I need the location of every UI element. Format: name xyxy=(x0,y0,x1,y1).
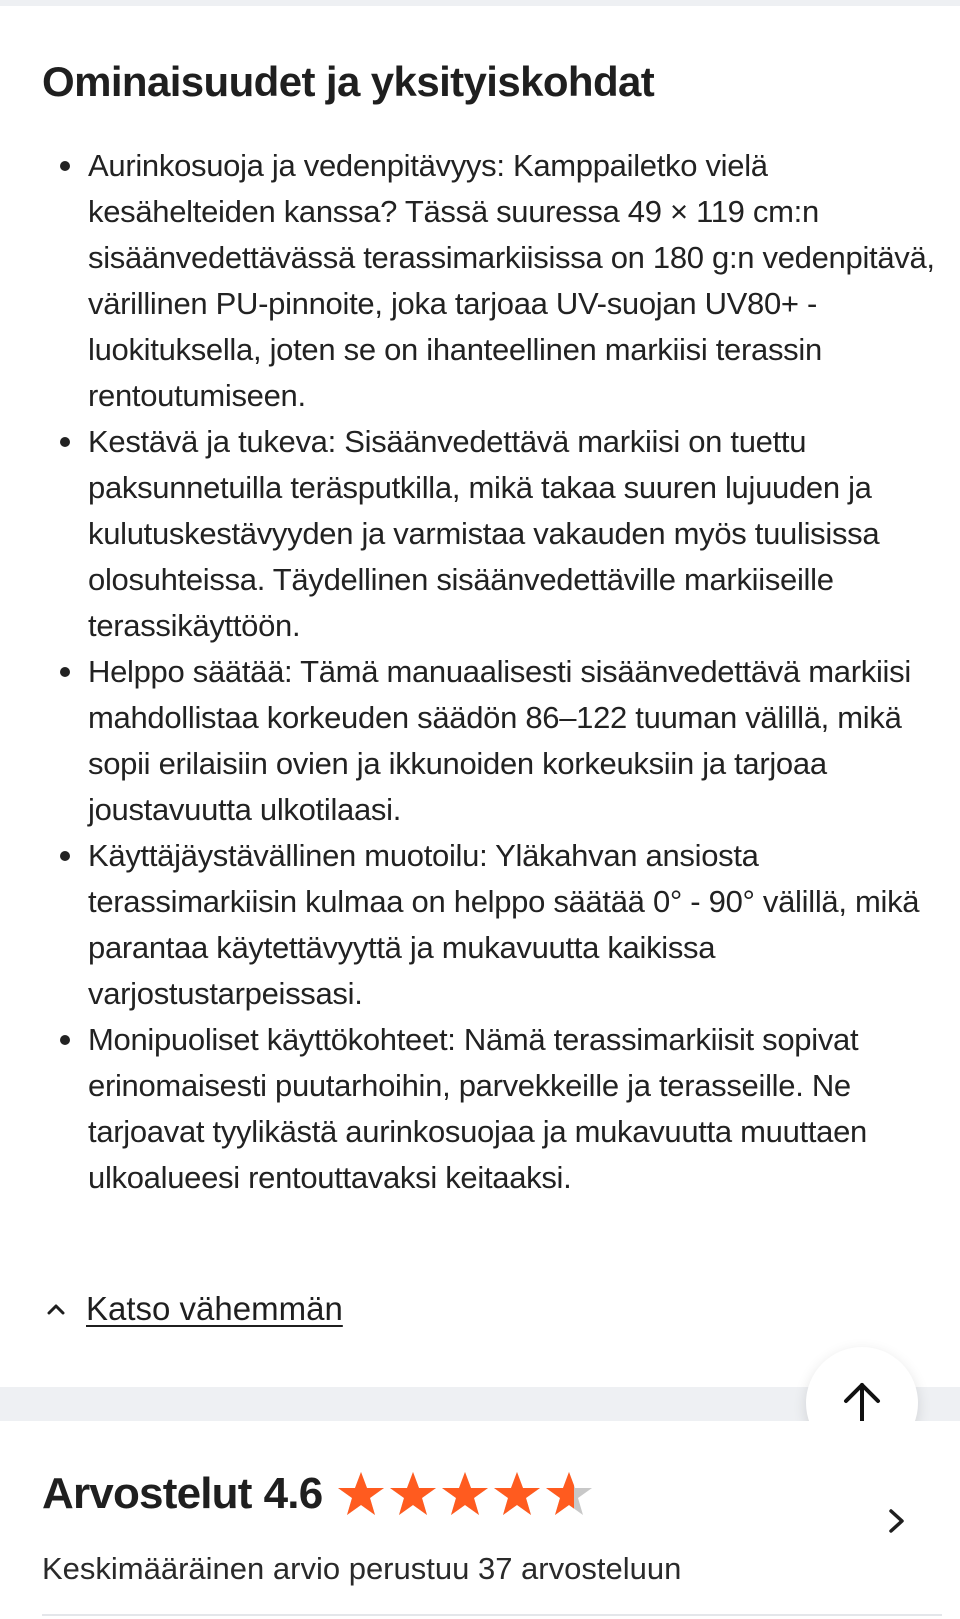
star-icon xyxy=(544,1470,594,1518)
show-less-toggle[interactable] xyxy=(44,1286,343,1332)
features-section xyxy=(0,6,960,1387)
features-list xyxy=(56,143,936,1201)
star-icon xyxy=(440,1470,490,1518)
feature-text: Aurinkosuoja ja vedenpitävyys: Kamppailetko vielä kesähelteiden kanssa? Tässä suuressa 49 × 119 cm:n sisäänvedettävässä terassimarkiisissa on 180 g:n vedenpitävä, värillinen PU-pinnoite, joka tarjoaa UV-suojan UV80+ -luokituksella, joten se on ihanteellinen markiisi terassin rentoutumiseen. xyxy=(88,148,935,413)
reviews-section[interactable] xyxy=(0,1421,960,1619)
chevron-up-icon xyxy=(44,1297,68,1321)
feature-item xyxy=(56,833,936,1017)
star-icon xyxy=(388,1470,438,1518)
reviews-title: Arvostelut xyxy=(42,1469,252,1518)
bullet-icon xyxy=(60,851,70,861)
bullet-icon xyxy=(60,1035,70,1045)
show-less-link[interactable]: Katso vähemmän xyxy=(86,1290,343,1327)
bullet-icon xyxy=(60,667,70,677)
feature-text: Helppo säätää: Tämä manuaalisesti sisäänvedettävä markiisi mahdollistaa korkeuden säädön 86–122 tuuman välillä, mikä sopii erilaisiin ovien ja ikkunoiden korkeuksiin ja tarjoaa joustavuutta ulkotilaasi. xyxy=(88,654,911,827)
feature-item xyxy=(56,419,936,649)
star-icon xyxy=(492,1470,542,1518)
feature-text: Monipuoliset käyttökohteet: Nämä terassimarkiisit sopivat erinomaisesti puutarhoihin, parvekkeille ja terasseille. Ne tarjoavat tyylikästä aurinkosuojaa ja mukavuutta muuttaen ulkoalueesi rentouttavaksi keitaaksi. xyxy=(88,1022,868,1195)
bullet-icon xyxy=(60,161,70,171)
star-rating xyxy=(336,1470,596,1518)
feature-item xyxy=(56,649,936,833)
reviews-summary: Keskimääräinen arvio perustuu 37 arvosteluun xyxy=(42,1551,682,1586)
reviews-score: 4.6 xyxy=(263,1469,323,1518)
feature-text: Kestävä ja tukeva: Sisäänvedettävä markiisi on tuettu paksunnetuilla teräsputkilla, mikä takaa suuren lujuuden ja kulutuskestävyyden ja varmistaa vakauden myös tuulisissa olosuhteissa. Täydellinen sisäänvedettäville markiiseille terassikäyttöön. xyxy=(88,424,880,643)
reviews-header xyxy=(42,1469,596,1519)
bullet-icon xyxy=(60,437,70,447)
arrow-up-icon xyxy=(840,1379,884,1427)
feature-item xyxy=(56,1017,936,1201)
bottom-divider xyxy=(42,1614,942,1616)
features-title: Ominaisuudet ja yksityiskohdat xyxy=(42,58,655,105)
feature-text: Käyttäjäystävällinen muotoilu: Yläkahvan ansiosta terassimarkiisin kulmaa on helppo säätää 0° - 90° välillä, mikä parantaa käytettävyyttä ja mukavuutta kaikissa varjostustarpeissasi. xyxy=(88,838,920,1011)
chevron-right-icon[interactable] xyxy=(885,1503,909,1539)
star-icon xyxy=(336,1470,386,1518)
feature-item xyxy=(56,143,936,419)
